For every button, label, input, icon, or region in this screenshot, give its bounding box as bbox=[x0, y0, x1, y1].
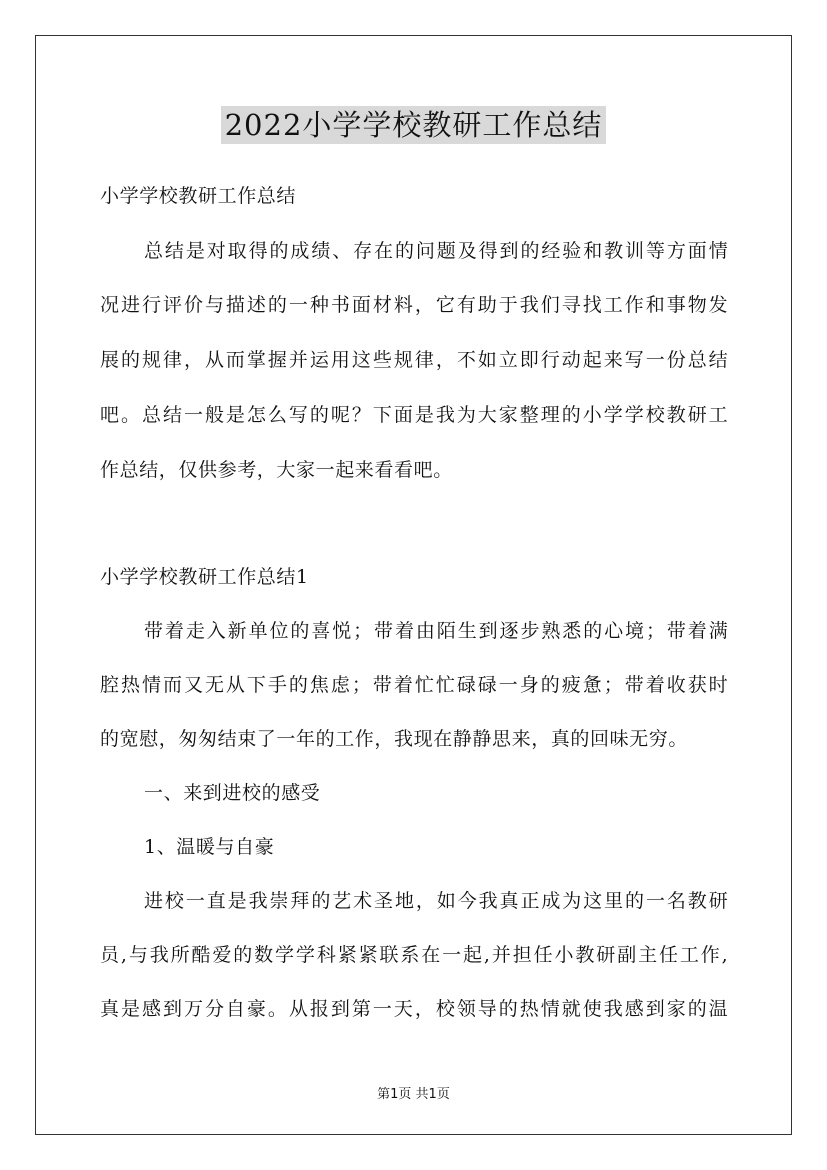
section-line-2: 腔热情而又无从下手的焦虑；带着忙忙碌碌一身的疲惫；带着收获时 bbox=[100, 674, 728, 696]
heading-1-1: 1、温暖与自豪 bbox=[144, 836, 275, 858]
intro-line-1: 总结是对取得的成绩、存在的问题及得到的经验和教训等方面情 bbox=[144, 240, 728, 262]
body-line-1: 进校一直是我崇拜的艺术圣地，如今我真正成为这里的一名教研 bbox=[144, 890, 728, 912]
section-line-3: 的宽慰，匆匆结束了一年的工作，我现在静静思来，真的回味无穷。 bbox=[100, 728, 689, 750]
body-line-3: 真是感到万分自豪。从报到第一天，校领导的热情就使我感到家的温 bbox=[100, 998, 728, 1020]
intro-line-4: 吧。总结一般是怎么写的呢？下面是我为大家整理的小学学校教研工 bbox=[100, 404, 728, 426]
section-line-1: 带着走入新单位的喜悦；带着由陌生到逐步熟悉的心境；带着满 bbox=[144, 620, 728, 642]
document-title-wrap bbox=[0, 103, 827, 144]
document-title: 2022小学学校教研工作总结 bbox=[221, 106, 607, 144]
intro-line-2: 况进行评价与描述的一种书面材料，它有助于我们寻找工作和事物发 bbox=[100, 294, 728, 316]
section-title: 小学学校教研工作总结1 bbox=[100, 566, 309, 588]
body-line-2: 员,与我所酷爱的数学学科紧紧联系在一起,并担任小教研副主任工作, bbox=[100, 944, 728, 966]
intro-line-5: 作总结，仅供参考，大家一起来看看吧。 bbox=[100, 459, 453, 481]
document-subtitle: 小学学校教研工作总结 bbox=[100, 185, 297, 207]
heading-1: 一、来到进校的感受 bbox=[144, 782, 321, 804]
intro-line-3: 展的规律，从而掌握并运用这些规律，不如立即行动起来写一份总结 bbox=[100, 349, 728, 371]
page-footer: 第1页 共1页 bbox=[377, 1087, 450, 1102]
